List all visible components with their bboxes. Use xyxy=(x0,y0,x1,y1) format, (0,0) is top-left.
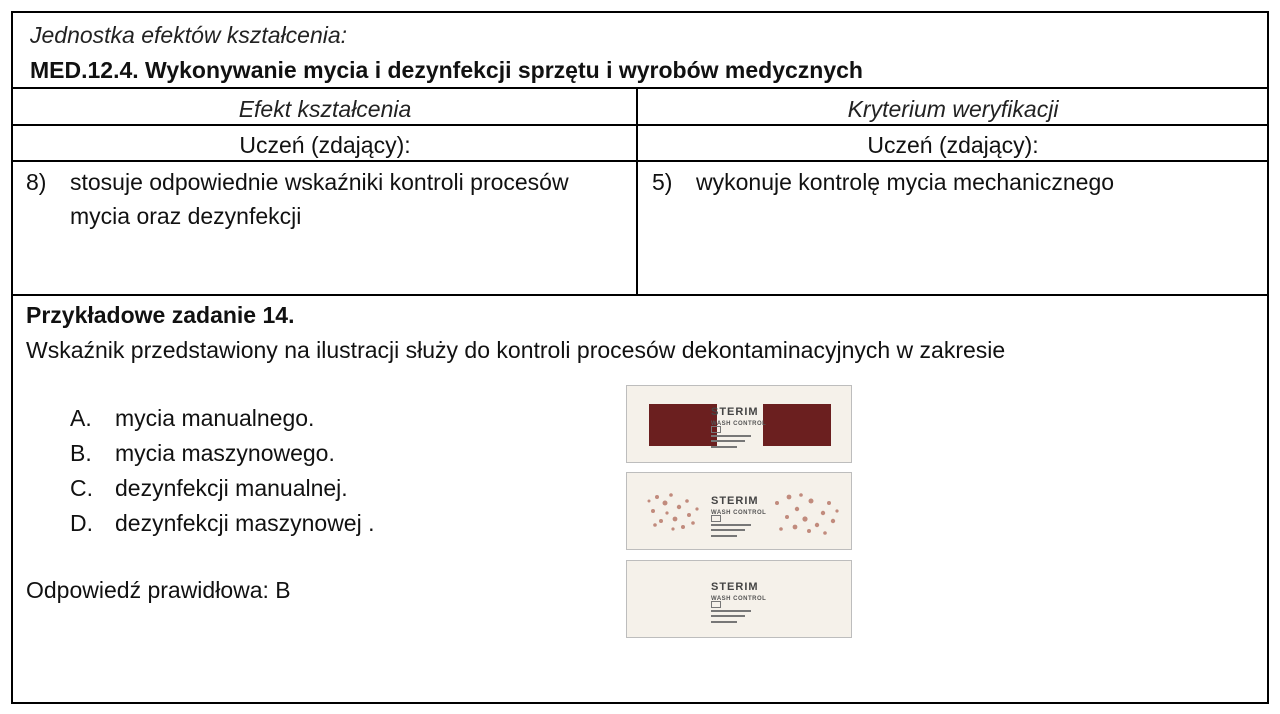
option-letter-b: B. xyxy=(70,440,92,466)
indicator-card-soiled xyxy=(626,385,852,463)
option-letter-a: A. xyxy=(70,405,92,431)
soil-swatch-right xyxy=(763,404,831,446)
correct-answer: Odpowiedź prawidłowa: B xyxy=(26,577,291,603)
fine-print xyxy=(711,446,737,448)
lot-box xyxy=(711,515,721,522)
task-question: Wskaźnik przedstawiony na ilustracji służy do kontroli procesów dekontaminacyjnych w zakresie xyxy=(26,337,1006,363)
sterim-logo: STERIM WASH CONTROL xyxy=(711,495,767,516)
effect-text-line1: stosuje odpowiednie wskaźniki kontroli procesów xyxy=(70,169,569,195)
subheader-student-right: Uczeń (zdający): xyxy=(867,132,1039,158)
fine-print xyxy=(711,615,745,617)
rule-under-header xyxy=(13,87,1267,89)
rule-under-column-headers xyxy=(13,124,1267,126)
unit-title: MED.12.4. Wykonywanie mycia i dezynfekcji sprzętu i wyrobów medycznych xyxy=(30,57,863,83)
unit-label: Jednostka efektów kształcenia: xyxy=(30,22,348,48)
soil-swatch-left xyxy=(649,404,717,446)
fine-print xyxy=(711,529,745,531)
column-header-criterion: Kryterium weryfikacji xyxy=(847,96,1059,122)
lot-box xyxy=(711,426,721,433)
indicator-card-partial xyxy=(626,472,852,550)
column-header-effect: Efekt kształcenia xyxy=(238,96,412,122)
fine-print xyxy=(711,524,751,526)
option-text-c: dezynfekcji manualnej. xyxy=(115,475,348,501)
fine-print xyxy=(711,440,745,442)
rule-under-subheaders xyxy=(13,160,1267,162)
lot-box xyxy=(711,601,721,608)
option-text-d: dezynfekcji maszynowej . xyxy=(115,510,375,536)
effect-text-line2: mycia oraz dezynfekcji xyxy=(70,203,302,229)
criterion-number: 5) xyxy=(652,169,673,195)
option-letter-c: C. xyxy=(70,475,93,501)
indicator-card-clean xyxy=(626,560,852,638)
fine-print xyxy=(711,621,737,623)
sterim-logo: STERIM WASH CONTROL xyxy=(711,406,767,427)
option-letter-d: D. xyxy=(70,510,93,536)
option-text-b: mycia maszynowego. xyxy=(115,440,335,466)
fine-print xyxy=(711,535,737,537)
subheader-student-left: Uczeń (zdający): xyxy=(239,132,411,158)
criterion-text: wykonuje kontrolę mycia mechanicznego xyxy=(696,169,1115,195)
task-title: Przykładowe zadanie 14. xyxy=(26,302,295,328)
rule-under-criteria-row xyxy=(13,294,1267,296)
option-text-a: mycia manualnego. xyxy=(115,405,315,431)
sterim-logo: STERIM WASH CONTROL xyxy=(711,581,767,602)
fine-print xyxy=(711,610,751,612)
effect-number: 8) xyxy=(26,169,47,195)
fine-print xyxy=(711,435,751,437)
